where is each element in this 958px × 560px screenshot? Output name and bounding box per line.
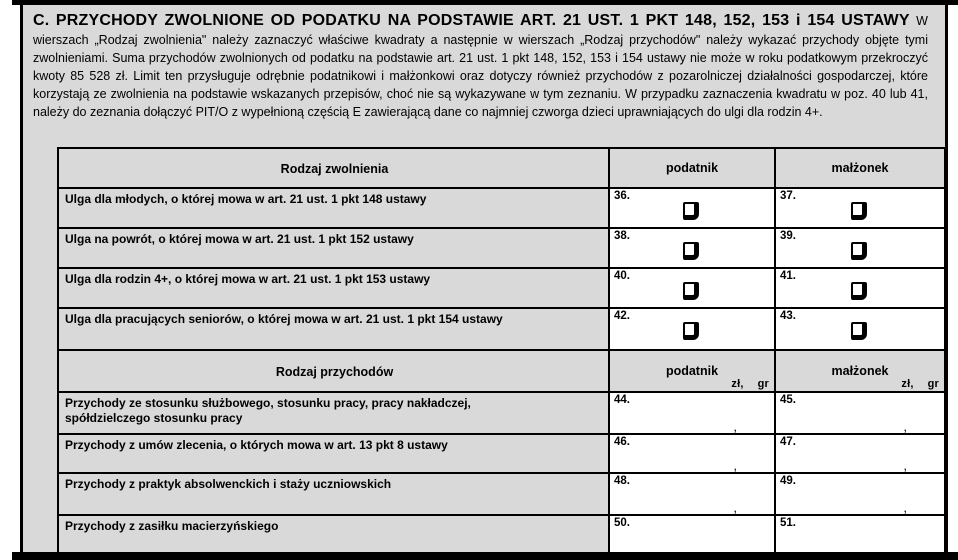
income-row-praktyki-absolwenckie (59, 472, 944, 514)
decimal-separator: , (733, 458, 737, 473)
checkbox-43-icon[interactable] (851, 322, 867, 340)
decimal-separator: , (733, 500, 737, 515)
header-rodzaj-zwolnienia: Rodzaj zwolnienia (59, 149, 608, 187)
income-label: Przychody ze stosunku służbowego, stosunku pracy, pracy nakładczej, spółdzielczego stosunku pracy (59, 393, 608, 433)
field-number: 40. (614, 270, 630, 282)
field-number: 36. (614, 190, 630, 202)
field-40[interactable] (608, 269, 774, 307)
header-malzonek-label: małżonek (831, 364, 889, 378)
exemption-row-ulga-dla-seniorow (59, 307, 944, 349)
amount-field-48[interactable] (608, 474, 774, 514)
checkbox-37-icon[interactable] (851, 202, 867, 220)
header-podatnik: podatnik (608, 149, 774, 187)
field-number: 44. (614, 394, 630, 406)
section-c-text (33, 11, 928, 121)
income-row-umowy-zlecenia (59, 433, 944, 472)
exemption-row-ulga-dla-mlodych (59, 187, 944, 227)
exemption-label: Ulga na powrót, o której mowa w art. 21 ust. 1 pkt 152 ustawy (59, 229, 608, 267)
zl-label: zł, (901, 378, 914, 390)
exemption-label: Ulga dla pracujących seniorów, o której mowa w art. 21 ust. 1 pkt 154 ustawy (59, 309, 608, 349)
field-38[interactable] (608, 229, 774, 267)
amount-field-49[interactable] (774, 474, 944, 514)
gr-label: gr (757, 378, 769, 390)
field-number: 42. (614, 310, 630, 322)
decimal-separator: , (733, 419, 737, 434)
decimal-separator: , (903, 458, 907, 473)
income-label: Przychody z umów zlecenia, o których mowa w art. 13 pkt 8 ustawy (59, 435, 608, 472)
exemption-row-ulga-na-powrot (59, 227, 944, 267)
header-podatnik-kwota (608, 351, 774, 391)
income-label: Przychody z zasiłku macierzyńskiego (59, 516, 608, 558)
header-malzonek-kwota (774, 351, 944, 391)
field-41[interactable] (774, 269, 944, 307)
exemption-label: Ulga dla rodzin 4+, o której mowa w art. 21 ust. 1 pkt 153 ustawy (59, 269, 608, 307)
page-edge-bar-bottom (12, 552, 958, 560)
checkbox-39-icon[interactable] (851, 242, 867, 260)
income-label: Przychody z praktyk absolwenckich i staży uczniowskich (59, 474, 608, 514)
amount-field-46[interactable] (608, 435, 774, 472)
decimal-separator: , (903, 500, 907, 515)
field-36[interactable] (608, 189, 774, 227)
field-39[interactable] (774, 229, 944, 267)
field-42[interactable] (608, 309, 774, 349)
amount-field-47[interactable] (774, 435, 944, 472)
section-description: W wierszach „Rodzaj zwolnienia" należy zaznaczyć właściwe kwadraty a następnie w wierszach „Rodzaj przychodów" należy wykazać przychody objęte tymi zwolnieniami. Suma przychodów zwolnionych od podatku na podstawie art. 21 ust. 1 pkt 148, 152, 153 i 154 ustawy nie może w roku podatkowym przekroczyć kwoty 85 528 zł. Limit ten przysługuje odrębnie podatnikowi i małżonkowi oraz dotyczy również przychodów z pozarolniczej działalności gospodarczej, które korzystają ze zwolnienia na podstawie wskazanych przepisów, choć nie są wykazywane w tym zeznaniu. W przypadku zaznaczenia kwadratu w poz. 40 lub 41, należy do zeznania dołączyć PIT/O z wypełnioną częścią E zawierającą dane co najmniej czworga dzieci uprawniających do ulgi dla rodzin 4+. (33, 14, 928, 119)
header-rodzaj-przychodow: Rodzaj przychodów (59, 351, 608, 391)
field-43[interactable] (774, 309, 944, 349)
checkbox-38-icon[interactable] (683, 242, 699, 260)
checkbox-42-icon[interactable] (683, 322, 699, 340)
gr-label: gr (927, 378, 939, 390)
checkbox-41-icon[interactable] (851, 282, 867, 300)
field-37[interactable] (774, 189, 944, 227)
field-number: 49. (780, 475, 796, 487)
exemption-row-ulga-dla-rodzin-4plus (59, 267, 944, 307)
currency-units-label (901, 378, 939, 390)
field-number: 47. (780, 436, 796, 448)
amount-field-45[interactable] (774, 393, 944, 433)
header-podatnik-label: podatnik (665, 364, 719, 378)
exemption-header-row (59, 149, 944, 187)
zl-label: zł, (731, 378, 744, 390)
income-header-row (59, 349, 944, 391)
decimal-separator: , (903, 419, 907, 434)
checkbox-36-icon[interactable] (683, 202, 699, 220)
field-number: 38. (614, 230, 630, 242)
header-malzonek: małżonek (774, 149, 944, 187)
field-number: 51. (780, 517, 796, 529)
field-number: 37. (780, 190, 796, 202)
exemption-label: Ulga dla młodych, o której mowa w art. 21 ust. 1 pkt 148 ustawy (59, 189, 608, 227)
income-row-stosunek-pracy (59, 391, 944, 433)
section-c-table (57, 147, 946, 560)
section-title: PRZYCHODY ZWOLNIONE OD PODATKU NA PODSTAWIE ART. 21 UST. 1 PKT 148, 152, 153 i 154 USTAWY (55, 12, 910, 29)
field-number: 45. (780, 394, 796, 406)
field-number: 41. (780, 270, 796, 282)
field-number: 39. (780, 230, 796, 242)
field-number: 48. (614, 475, 630, 487)
section-letter: C. (33, 12, 50, 29)
field-number: 50. (614, 517, 630, 529)
checkbox-40-icon[interactable] (683, 282, 699, 300)
field-number: 43. (780, 310, 796, 322)
currency-units-label (731, 378, 769, 390)
field-number: 46. (614, 436, 630, 448)
amount-field-44[interactable] (608, 393, 774, 433)
